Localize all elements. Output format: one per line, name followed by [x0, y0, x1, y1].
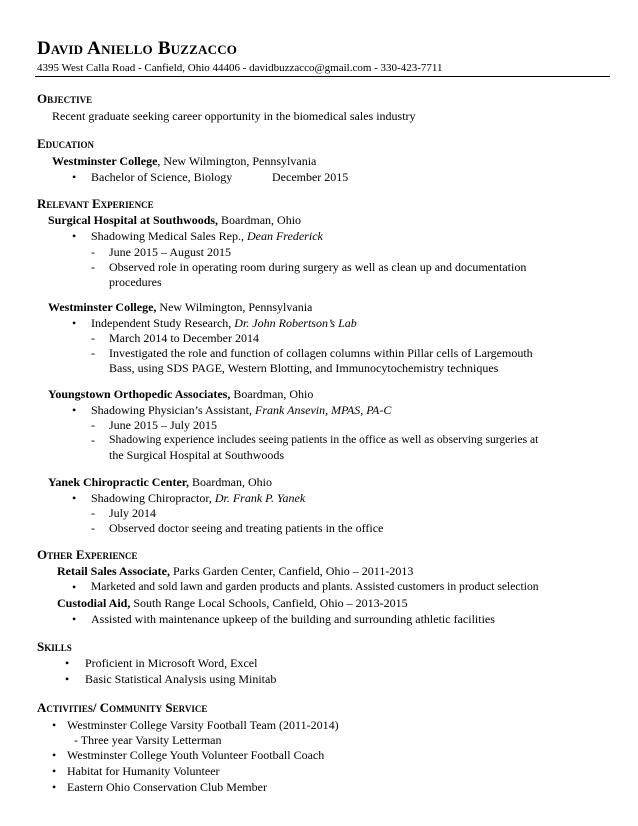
- other-exp-details: Parks Garden Center, Canfield, Ohio – 2011-2013: [170, 564, 414, 578]
- bullet-icon: •: [72, 229, 77, 243]
- experience-location: New Wilmington, Pennsylvania: [156, 300, 313, 314]
- activity-item: Westminster College Youth Volunteer Football Coach: [67, 748, 325, 762]
- objective-heading: Objective: [37, 91, 93, 106]
- experience-detail-cont: the Surgical Hospital at Southwoods: [109, 448, 285, 462]
- activities-heading: Activities/ Community Service: [37, 700, 208, 715]
- bullet-icon: •: [65, 656, 70, 670]
- activity-item: Eastern Ohio Conservation Club Member: [67, 780, 267, 794]
- bullet-icon: •: [52, 780, 57, 794]
- bullet-icon: •: [72, 580, 77, 594]
- experience-location: Boardman, Ohio: [230, 387, 314, 401]
- relevant-experience-heading: Relevant Experience: [37, 196, 154, 211]
- dash-icon: -: [91, 245, 95, 259]
- experience-supervisor: Dean Frederick: [246, 229, 323, 243]
- school-name: Westminster College: [52, 154, 158, 168]
- experience-detail-cont: Bass, using SDS PAGE, Western Blotting, and Immunocytochemistry techniques: [109, 361, 499, 375]
- experience-dates: July 2014: [109, 506, 157, 520]
- experience-org-line: [48, 387, 313, 402]
- bullet-icon: •: [72, 316, 77, 330]
- bullet-icon: •: [65, 672, 70, 686]
- experience-org-line: [48, 213, 301, 228]
- experience-supervisor: Dr. John Robertson’s Lab: [234, 316, 357, 330]
- bullet-icon: •: [52, 748, 57, 762]
- dash-icon: -: [91, 433, 95, 447]
- activity-item: Habitat for Humanity Volunteer: [67, 764, 220, 778]
- experience-org: Youngstown Orthopedic Associates,: [48, 387, 231, 401]
- experience-role: Independent Study Research,: [91, 316, 235, 330]
- other-exp-details: South Range Local Schools, Canfield, Ohio – 2013-2015: [130, 596, 408, 610]
- bullet-icon: •: [52, 764, 57, 778]
- experience-role-line: [91, 491, 305, 506]
- other-exp-title: Custodial Aid,: [57, 596, 131, 610]
- dash-icon: -: [91, 260, 95, 274]
- experience-org: Yanek Chiropractic Center,: [48, 475, 189, 489]
- dash-icon: -: [91, 331, 95, 345]
- bullet-icon: •: [72, 612, 77, 626]
- experience-detail: Observed role in operating room during surgery as well as clean up and documentation: [109, 260, 527, 274]
- education-heading: Education: [37, 136, 95, 151]
- experience-role: Shadowing Chiropractor,: [91, 491, 215, 505]
- experience-location: Boardman, Ohio: [189, 475, 272, 489]
- experience-detail: Shadowing experience includes seeing patients in the office as well as observing surgeries at: [109, 433, 539, 446]
- bullet-icon: •: [52, 718, 57, 732]
- degree-date: December 2015: [272, 170, 349, 184]
- dash-icon: -: [91, 521, 95, 535]
- experience-org: Westminster College,: [48, 300, 157, 314]
- experience-detail: Investigated the role and function of collagen columns within Pillar cells of Largemouth: [109, 346, 533, 360]
- bullet-icon: •: [72, 170, 77, 184]
- objective-text: Recent graduate seeking career opportunity in the biomedical sales industry: [52, 109, 416, 123]
- experience-org: Surgical Hospital at Southwoods,: [48, 213, 219, 227]
- degree: Bachelor of Science, Biology: [91, 170, 233, 184]
- header-divider: [35, 76, 610, 77]
- other-exp-bullet: Marketed and sold lawn and garden products and plants. Assisted customers in product selection: [91, 580, 539, 593]
- education-school-line: [52, 154, 316, 169]
- activity-item: Westminster College Varsity Football Team (2011-2014): [67, 718, 339, 732]
- experience-dates: June 2015 – August 2015: [109, 245, 232, 259]
- experience-supervisor: Dr. Frank P. Yanek: [214, 491, 306, 505]
- experience-role: Shadowing Physician’s Assistant,: [91, 403, 256, 417]
- experience-role: Shadowing Medical Sales Rep.,: [91, 229, 247, 243]
- dash-icon: -: [91, 346, 95, 360]
- other-exp-bullet: Assisted with maintenance upkeep of the building and surrounding athletic facilities: [91, 612, 495, 626]
- skills-heading: Skills: [37, 639, 72, 654]
- skill-item: Proficient in Microsoft Word, Excel: [85, 656, 258, 670]
- skill-item: Basic Statistical Analysis using Minitab: [85, 672, 277, 686]
- bullet-icon: •: [72, 491, 77, 505]
- other-exp-line: [57, 596, 408, 611]
- experience-dates: March 2014 to December 2014: [109, 331, 259, 345]
- experience-role-line: [91, 229, 323, 244]
- experience-supervisor: Frank Ansevin, MPAS, PA-C: [255, 403, 392, 417]
- school-location: , New Wilmington, Pennsylvania: [157, 154, 317, 168]
- experience-location: Boardman, Ohio: [218, 213, 302, 227]
- dash-icon: -: [91, 506, 95, 520]
- experience-dates: June 2015 – July 2015: [109, 418, 217, 432]
- other-exp-line: [57, 564, 413, 579]
- dash-icon: -: [91, 418, 95, 432]
- experience-detail-cont: procedures: [109, 275, 162, 289]
- other-exp-title: Retail Sales Associate,: [57, 564, 170, 578]
- activity-subitem: - Three year Varsity Letterman: [74, 733, 222, 747]
- bullet-icon: •: [72, 403, 77, 417]
- contact-line: 4395 West Calla Road - Canfield, Ohio 44406 - davidbuzzacco@gmail.com - 330-423-7711: [37, 62, 443, 74]
- experience-role-line: [91, 403, 391, 418]
- other-experience-heading: Other Experience: [37, 547, 138, 562]
- experience-role-line: [91, 316, 357, 331]
- experience-detail: Observed doctor seeing and treating patients in the office: [109, 521, 384, 535]
- experience-org-line: [48, 475, 272, 490]
- experience-org-line: [48, 300, 312, 315]
- candidate-name: David Aniello Buzzacco: [37, 38, 238, 59]
